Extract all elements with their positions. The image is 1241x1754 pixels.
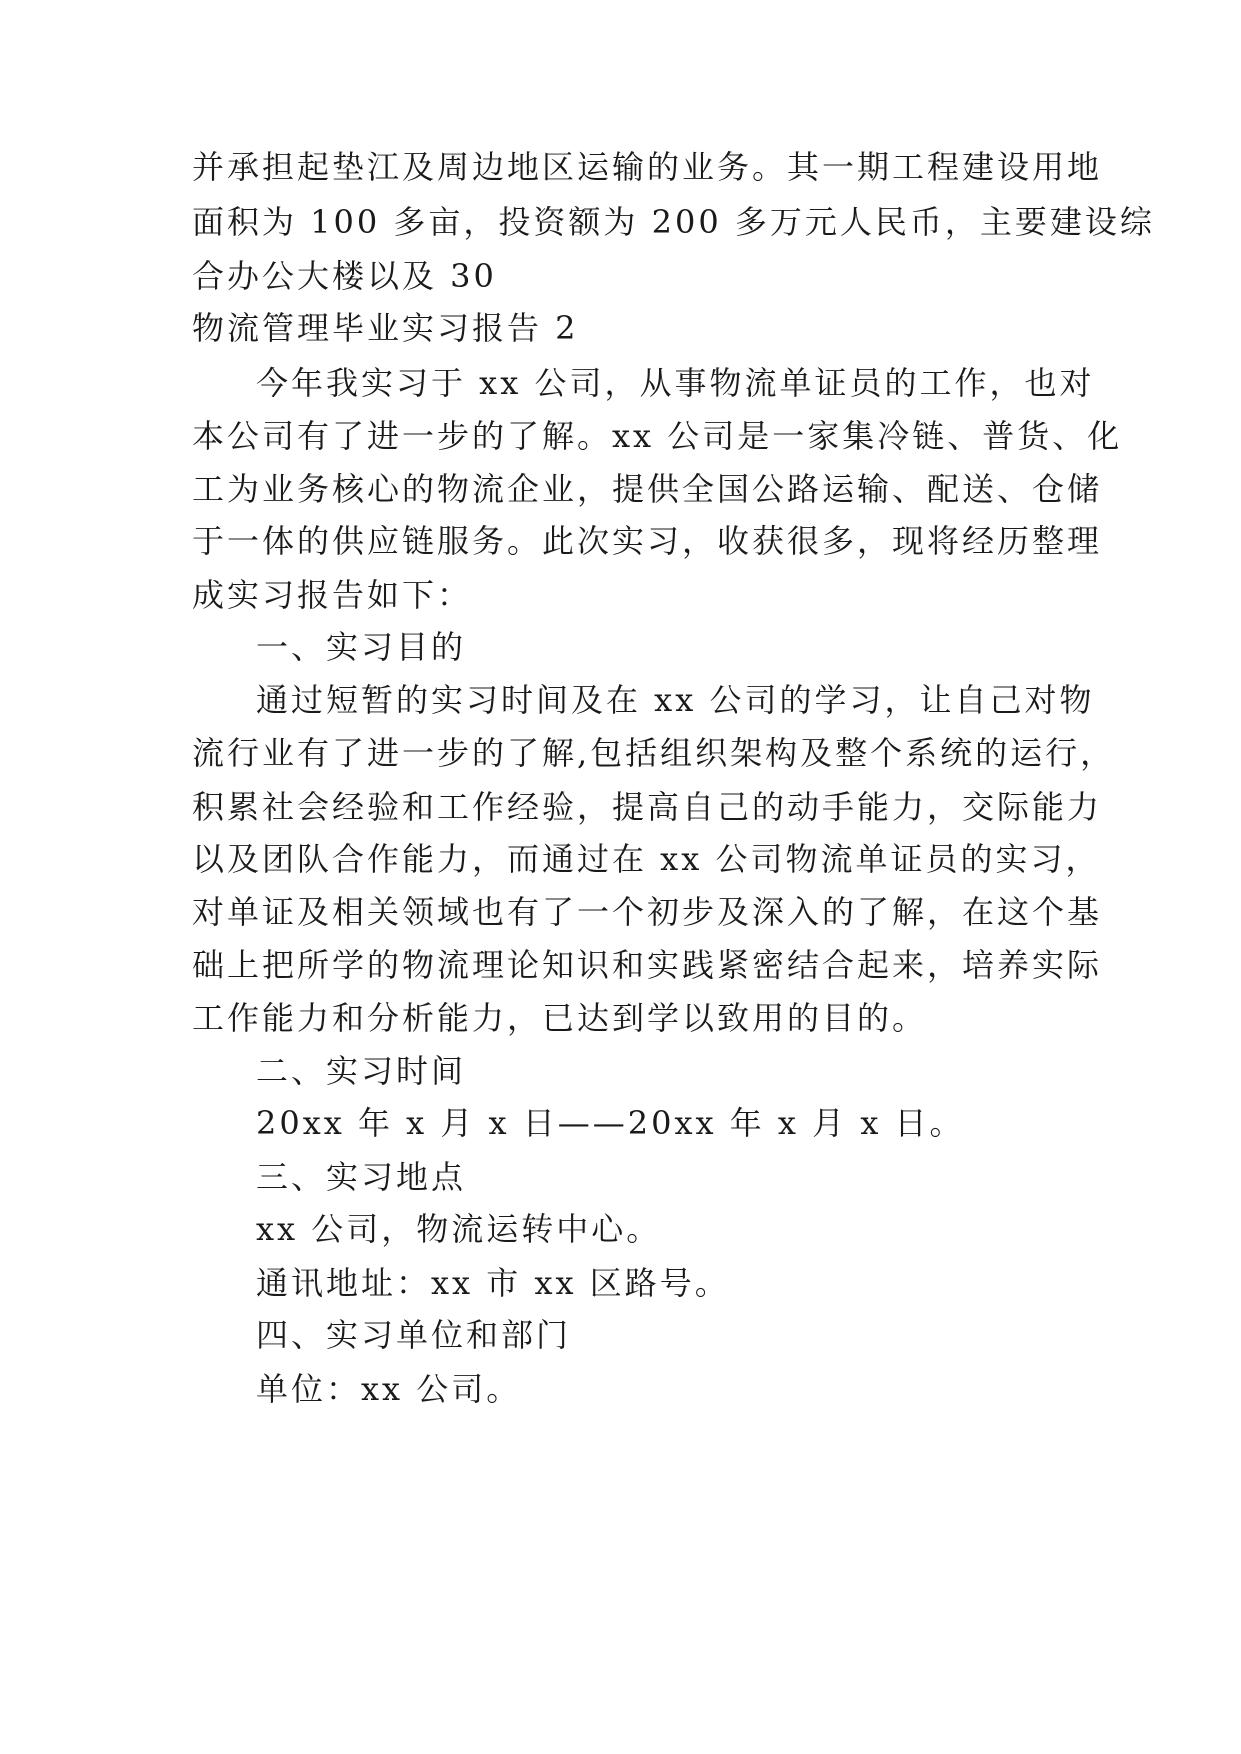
body-text-line: 20xx 年 x 月 x 日——20xx 年 x 月 x 日。 xyxy=(256,1104,965,1142)
body-text-line: 对单证及相关领域也有了一个初步及深入的了解，在这个基 xyxy=(192,893,1103,931)
subheading: 三、实习地点 xyxy=(256,1158,467,1196)
body-text-line: 成实习报告如下： xyxy=(192,576,473,614)
subheading: 一、实习目的 xyxy=(256,628,467,666)
subheading: 四、实习单位和部门 xyxy=(256,1316,572,1354)
body-text-line: 积累社会经验和工作经验，提高自己的动手能力，交际能力 xyxy=(192,788,1103,826)
body-text-line: 本公司有了进一步的了解。xx 公司是一家集冷链、普货、化 xyxy=(192,417,1123,455)
body-text-line: 于一体的供应链服务。此次实习，收获很多，现将经历整理 xyxy=(192,522,1103,560)
body-text-line: 流行业有了进一步的了解,包括组织架构及整个系统的运行， xyxy=(192,734,1116,772)
body-text-line: 工作能力和分析能力，已达到学以致用的目的。 xyxy=(192,999,928,1037)
body-text-line: 合办公大楼以及 30 xyxy=(192,257,497,295)
body-text-line: 通讯地址：xx 市 xx 区路号。 xyxy=(256,1264,730,1302)
body-text-line: 工为业务核心的物流企业，提供全国公路运输、配送、仓储 xyxy=(192,470,1103,508)
body-text-line: 面积为 100 多亩，投资额为 200 多万元人民币，主要建设综 xyxy=(192,203,1155,241)
section-title: 物流管理毕业实习报告 2 xyxy=(192,309,579,347)
paragraph-first-line: 今年我实习于 xx 公司，从事物流单证员的工作，也对 xyxy=(256,364,1095,402)
body-text-line: 并承担起垫江及周边地区运输的业务。其一期工程建设用地 xyxy=(192,148,1103,186)
paragraph-first-line: 通过短暂的实习时间及在 xx 公司的学习，让自己对物 xyxy=(256,681,1095,719)
body-text-line: 单位：xx 公司。 xyxy=(256,1370,522,1408)
body-text-line: 础上把所学的物流理论知识和实践紧密结合起来，培养实际 xyxy=(192,946,1103,984)
subheading: 二、实习时间 xyxy=(256,1052,467,1090)
body-text-line: xx 公司，物流运转中心。 xyxy=(256,1210,662,1248)
body-text-line: 以及团队合作能力，而通过在 xx 公司物流单证员的实习， xyxy=(192,840,1101,878)
